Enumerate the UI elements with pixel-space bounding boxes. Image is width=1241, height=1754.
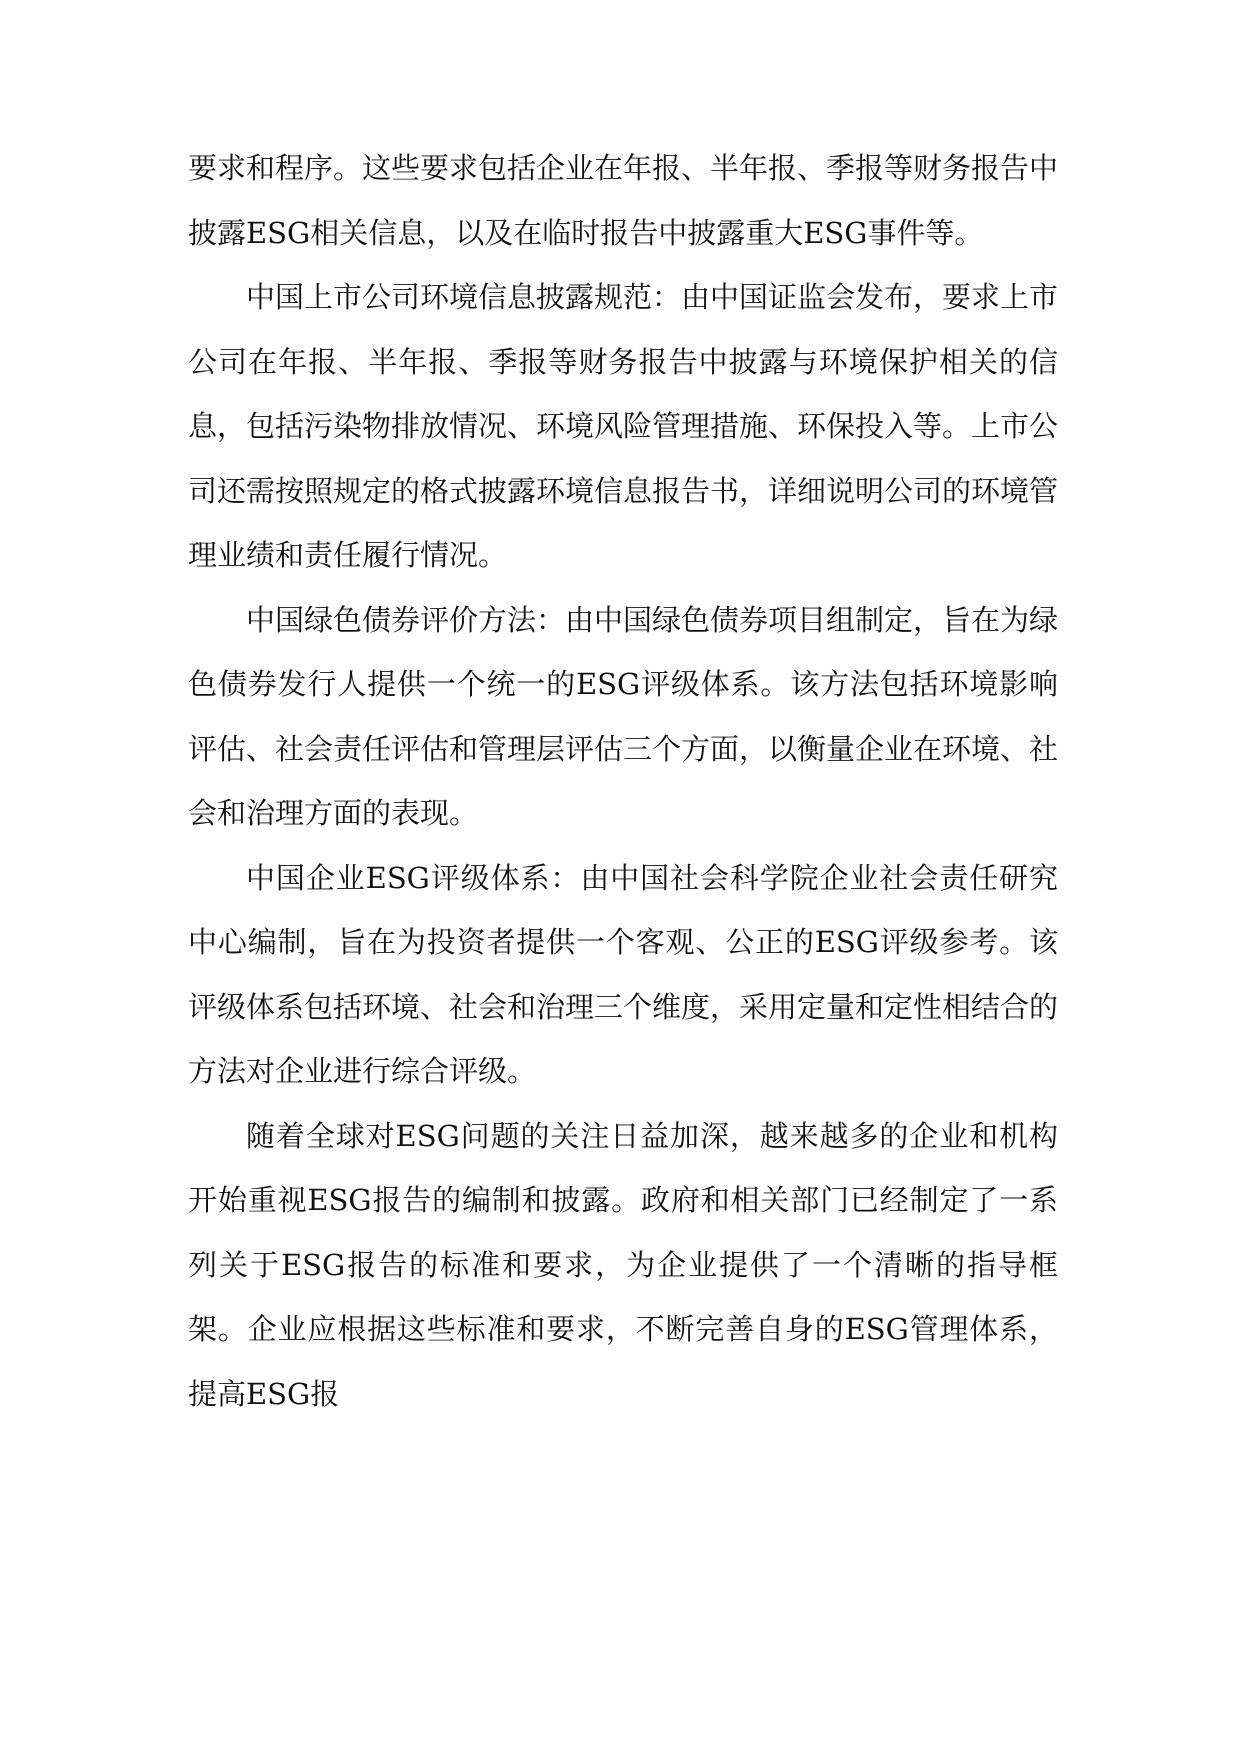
paragraph-esg-rating-system: 中国企业ESG评级体系：由中国社会科学院企业社会责任研究中心编制，旨在为投资者提供一个客观、公正的ESG评级参考。该评级体系包括环境、社会和治理三个维度，采用定量和定性相结合的方法对企业进行综合评级。 (188, 860, 1059, 1088)
document-body (188, 136, 1058, 1426)
paragraph-esg-conclusion: 随着全球对ESG问题的关注日益加深，越来越多的企业和机构开始重视ESG报告的编制和披露。政府和相关部门已经制定了一系列关于ESG报告的标准和要求，为企业提供了一个清晰的指导框架。企业应根据这些标准和要求，不断完善自身的ESG管理体系，提高ESG报 (188, 1118, 1058, 1411)
paragraph-environmental-disclosure: 中国上市公司环境信息披露规范：由中国证监会发布，要求上市公司在年报、半年报、季报等财务报告中披露与环境保护相关的信息，包括污染物排放情况、环境风险管理措施、环保投入等。上市公司还需按照规定的格式披露环境信息报告书，详细说明公司的环境管理业绩和责任履行情况。 (188, 280, 1059, 572)
paragraph-continuation: 要求和程序。这些要求包括企业在年报、半年报、季报等财务报告中披露ESG相关信息，以及在临时报告中披露重大ESG事件等。 (188, 151, 1059, 250)
paragraph-green-bond-evaluation: 中国绿色债券评价方法：由中国绿色债券项目组制定，旨在为绿色债券发行人提供一个统一的ESG评级体系。该方法包括环境影响评估、社会责任评估和管理层评估三个方面，以衡量企业在环境、社会和治理方面的表现。 (188, 602, 1059, 830)
